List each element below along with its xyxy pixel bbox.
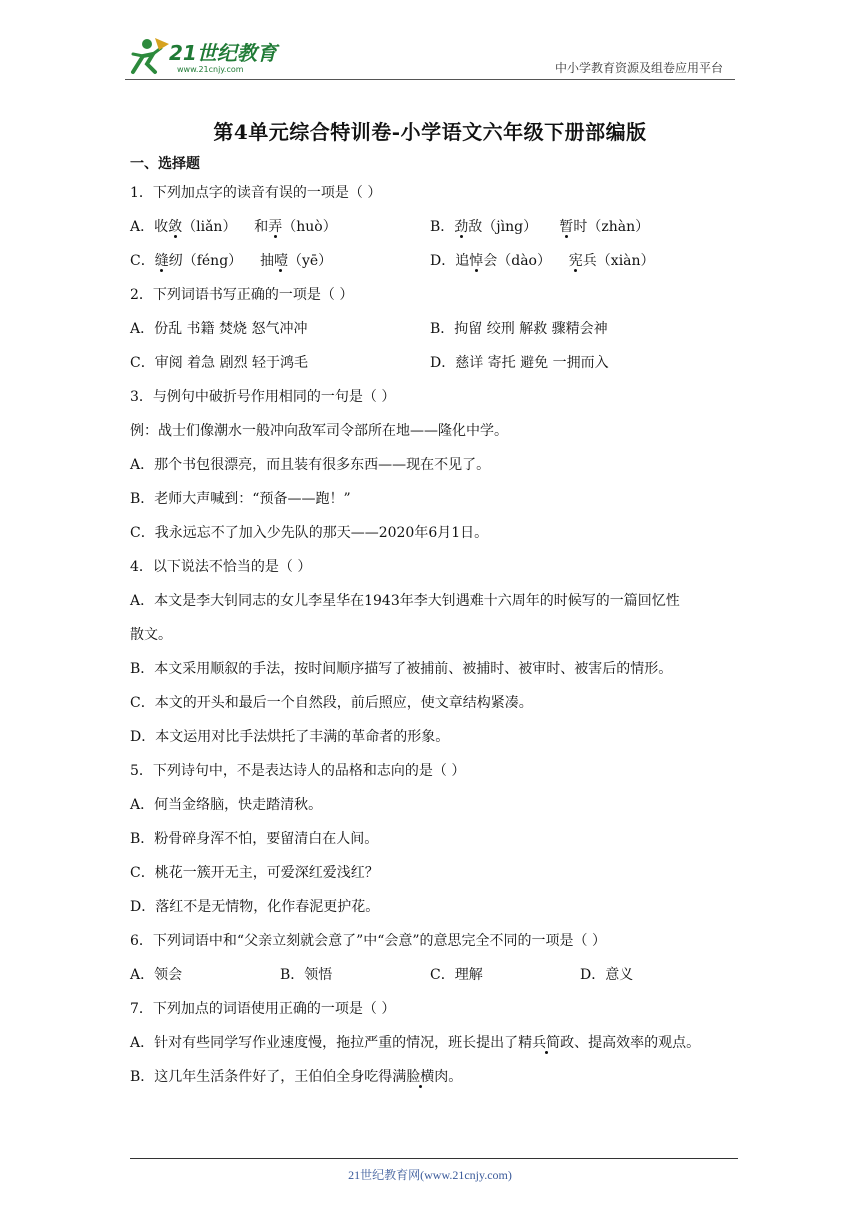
page-title: 第4单元综合特训卷-小学语文六年级下册部编版 [213, 120, 647, 144]
q7-option-a: A．针对有些同学写作业速度慢，拖拉严重的情况，班长提出了精兵简政、提高效率的观点。 [130, 1035, 701, 1051]
q1-options-ab [130, 210, 750, 244]
q1-options-cd [130, 244, 750, 278]
q3-option-c: C．我永远忘不了加入少先队的那天——2020年6月1日。 [130, 525, 489, 541]
section-heading: 一、选择题 [130, 156, 200, 172]
q2-option-b: B．拘留 绞刑 解救 骤精会神 [430, 321, 608, 337]
q3-stem: 3．与例句中破折号作用相同的一句是（ ） [130, 389, 396, 405]
q5-option-d: D．落红不是无情物，化作春泥更护花。 [130, 899, 380, 915]
q7-b-dotted-words: 满脸横肉 [392, 1069, 449, 1085]
q6-option-b: B．领悟 [280, 967, 333, 983]
svg-text:www.21cnjy.com: www.21cnjy.com [177, 65, 244, 74]
site-logo [125, 34, 285, 76]
q5-option-a: A．何当金络脑，快走踏清秋。 [130, 797, 323, 813]
q7-option-b: B．这几年生活条件好了，王伯伯全身吃得满脸横肉。 [130, 1069, 463, 1085]
q7-stem: 7．下列加点的词语使用正确的一项是（ ） [130, 1001, 396, 1017]
q2-options-cd [130, 346, 750, 380]
footer-text: 21世纪教育网(www.21cnjy.com) [348, 1168, 512, 1182]
q1-option-b: B．劲敌（jìng） 暂时（zhàn） [430, 219, 650, 235]
q4-option-d: D．本文运用对比手法烘托了丰满的革命者的形象。 [130, 729, 450, 745]
q1-option-d: D．追悼会（dào） 宪兵（xiàn） [430, 253, 655, 269]
q4-stem: 4．以下说法不恰当的是（ ） [130, 559, 312, 575]
q1-stem: 1．下列加点字的读音有误的一项是（ ） [130, 185, 382, 201]
page-header [125, 30, 735, 80]
exam-content [130, 152, 750, 1094]
q5-stem: 5．下列诗句中，不是表达诗人的品格和志向的是（ ） [130, 763, 466, 779]
q2-option-c: C．审阅 着急 剧烈 轻于鸿毛 [130, 355, 309, 371]
q5-option-c: C．桃花一簇开无主，可爱深红爱浅红？ [130, 865, 379, 881]
q4-option-a: A．本文是李大钊同志的女儿李星华在1943年李大钊遇难十六周年的时候写的一篇回忆性 [130, 593, 680, 609]
q3-option-b: B．老师大声喊到：“预备——跑！” [130, 491, 351, 507]
q6-option-c: C．理解 [430, 967, 483, 983]
q2-option-a: A．份乱 书籍 焚烧 怒气冲冲 [130, 321, 308, 337]
q6-options [130, 958, 750, 992]
q6-stem: 6．下列词语中和“父亲立刻就会意了”中“会意”的意思完全不同的一项是（ ） [130, 933, 606, 949]
q1-option-c: C．缝纫（féng） 抽噎（yē） [130, 253, 333, 269]
q1-option-a: A．收敛（liǎn） 和弄（huò） [130, 219, 337, 235]
svg-text:21世纪教育: 21世纪教育 [169, 41, 277, 65]
footer-rule [130, 1158, 738, 1159]
q3-example: 例：战士们像潮水一般冲向敌军司令部所在地——隆化中学。 [130, 423, 508, 439]
q2-options-ab [130, 312, 750, 346]
q4-option-a-cont: 散文。 [130, 627, 172, 643]
q4-option-c: C．本文的开头和最后一个自然段，前后照应，使文章结构紧凑。 [130, 695, 533, 711]
q3-option-a: A．那个书包很漂亮，而且装有很多东西——现在不见了。 [130, 457, 491, 473]
q5-option-b: B．粉骨碎身浑不怕，要留清白在人间。 [130, 831, 379, 847]
header-rule [125, 79, 735, 80]
q6-option-d: D．意义 [580, 967, 634, 983]
q6-option-a: A．领会 [130, 967, 183, 983]
q4-option-b: B．本文采用顺叙的手法，按时间顺序描写了被捕前、被捕时、被审时、被害后的情形。 [130, 661, 673, 677]
header-platform-text: 中小学教育资源及组卷应用平台 [554, 61, 723, 75]
q2-option-d: D．慈详 寄托 避免 一拥而入 [430, 355, 609, 371]
q2-stem: 2．下列词语书写正确的一项是（ ） [130, 287, 354, 303]
q7-a-dotted-words: 精兵简政 [518, 1035, 575, 1051]
